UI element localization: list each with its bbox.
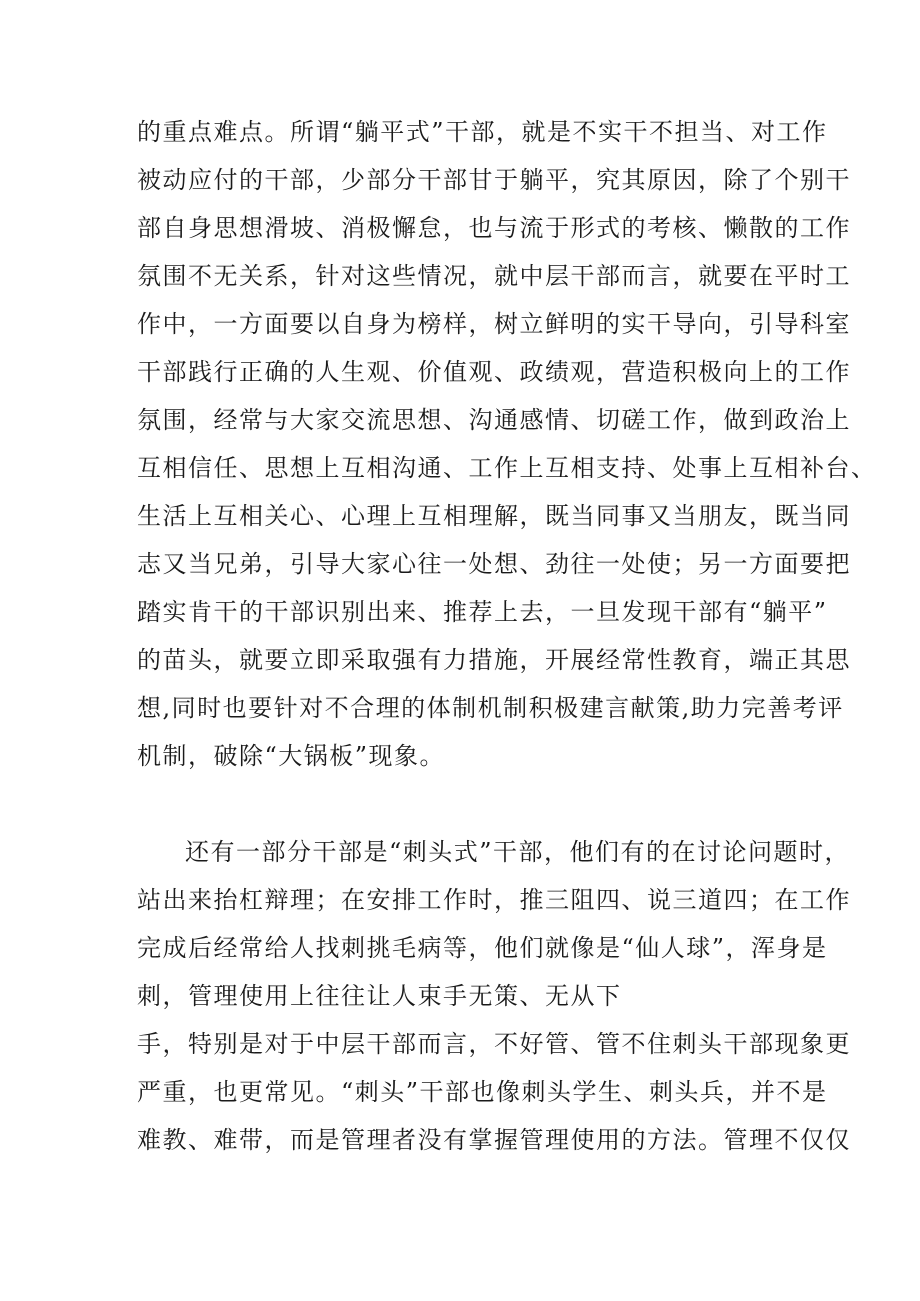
text-line: 难教、难带，而是管理者没有掌握管理使用的方法。管理不仅仅 [137, 1126, 851, 1154]
text-line: 机制，破除“大锅板”现象。 [137, 742, 446, 770]
text-line: 生活上互相关心、心理上互相理解，既当同事又当朋友，既当同 [137, 502, 851, 530]
text-line: 手，特别是对于中层干部而言，不好管、管不住刺头干部现象更 [137, 1030, 851, 1058]
text-line: 志又当兄弟，引导大家心往一处想、劲往一处使；另一方面要把 [137, 550, 851, 578]
text-line: 被动应付的干部，少部分干部甘于躺平，究其原因，除了个别干 [137, 166, 851, 194]
text-line: 作中，一方面要以自身为榜样，树立鲜明的实干导向，引导科室 [137, 310, 851, 338]
text-line: 的重点难点。所谓“躺平式”干部，就是不实干不担当、对工作 [137, 118, 828, 146]
text-line: 想,同时也要针对不合理的体制机制积极建言献策,助力完善考评 [137, 694, 844, 722]
text-line: 氛围不无关系，针对这些情况，就中层干部而言，就要在平时工 [137, 262, 851, 290]
text-line: 干部践行正确的人生观、价值观、政绩观，营造积极向上的工作 [137, 358, 851, 386]
text-line: 刺，管理使用上往往让人束手无策、无从下 [137, 982, 622, 1010]
paragraph-first-line: 还有一部分干部是“刺头式”干部，他们有的在讨论问题时， [185, 838, 851, 866]
text-line: 站出来抬杠辩理；在安排工作时，推三阻四、说三道四；在工作 [137, 886, 851, 914]
text-line: 严重，也更常见。“刺头”干部也像刺头学生、刺头兵，并不是 [137, 1078, 828, 1106]
text-line: 踏实肯干的干部识别出来、推荐上去，一旦发现干部有“躺平” [137, 598, 828, 626]
text-line: 氛围，经常与大家交流思想、沟通感情、切磋工作，做到政治上 [137, 406, 851, 434]
text-line: 完成后经常给人找刺挑毛病等，他们就像是“仙人球”，浑身是 [137, 934, 828, 962]
text-line: 部自身思想滑坡、消极懈怠，也与流于形式的考核、懒散的工作 [137, 214, 851, 242]
text-line: 互相信任、思想上互相沟通、工作上互相支持、处事上互相补台、 [137, 454, 877, 482]
text-line: 的苗头，就要立即采取强有力措施，开展经常性教育，端正其思 [137, 646, 851, 674]
